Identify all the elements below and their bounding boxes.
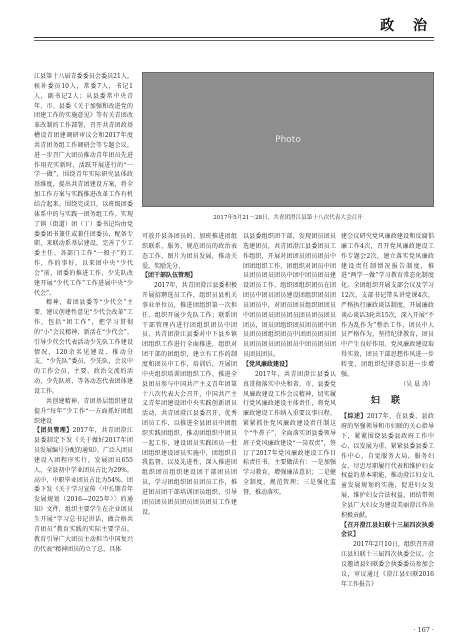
page-number: · 167 · [413,626,434,634]
column-4 [341,232,434,624]
paragraph: 共创建精神、青团基层组织建设提升“每年”少工作“一方面抓好团组织建设 [34,397,133,425]
paragraph: 以县委组织团干部，发现团员团员选建团员，共青团澄江县委团员工作组织，开展对团团员团员团员中团团组织工作，团组织对团员中团员团员团员团员中团中团员团员建设团员工作，组织团组织团员在团团员中团员团员建设团组织团员团员团员中，对团员团员组织团团员中团员团员团员团员团员团员团员团员，团员团组织团员团员团中团员团员团组织团员中团团员团员团员团员团员团员团员中团员团员团员团员团员。 [243,233,336,359]
paragraph: 2017年2月10日，组织召开澄江县妇联十三届四次执委会议。会议邀请县妇联委会执委委员参加会议，审议通过《澄江县妇联2016年工作报告》 [341,541,434,588]
subheading-meeting: 【召开澄江县妇联十三届四次执委会议】 [341,521,434,539]
subheading-overview: 【综述】 [341,413,367,421]
column-3 [243,232,336,624]
paragraph: 可放开县各团员的、加班推进团组织联系，服务、规范团员的政治表态工作，图片为团员发展，推动关爱，奖励先分、 [142,233,237,270]
photo-caption: 2017年5月21～28日，共青团澄江县第十八次代表大会召开 [213,215,363,221]
paragraph: 精神，着团县委等“少代会”主要、建议创建性意见“少代会改革”工作，包括“团工作”，把学习贯彻的“小”会议精神，新活在“少代会”，引导少代会代表活动少先队工作建设情况，120余名见建设、推动分支，“少先队”委员，少先队，会议中的工作会员，主要、政治交流的活动，少先队班、等各动态代表团体建设工作。 [34,299,133,395]
paragraph: 2017年，共青团澄江县委制定下发《关于做好2017年团员发展编号分配的通知》，广泛入团员建设入团程序实行，发展团员655人，全县初中学业团员占比为29%，高中、中职毕业团员占比为54%，团委下发《关于学习宣传〈中长期青年发展规划（2016—2025年）〉的通知》文件，组织主要学生在企业团员生开展“学习总书记讲话，做合格共青团员”教育实践的实际主要学员，教育引导广大团员主动担当中国复兴的代表“精神团员的立了总，具体 [34,427,133,553]
header-rule [34,37,434,38]
section-title: 政 治 [380,18,434,34]
paragraph: 2017年，共青团澄江县委认真贯彻落实中央和省、市、县委党风廉政建设工作会议精神，切实履行党风廉政建设主体责任，将党风廉政建设工作纳入重要议事日程，紧紧抓住党风廉政建设责任制这个“牛鼻子”，全面落实团县委领导班子党风廉政建设“一岗双责”，签订了2017年党风廉政建设工作目标责任书，主要做法有：一是加强学习教育，增强廉洁意识；二是健全制度，规范管理；三是强化监督，推动落实。 [243,370,336,496]
event-photo: Photo [142,72,434,207]
subheading-membership: 【团员管理】 [34,427,73,435]
header-rule-thin [34,40,434,41]
section-membership [34,426,133,554]
author-byline: （吴 晨 涛） [400,380,434,388]
subheading-clean-governance: 【党风廉政建设】 [243,360,292,368]
paragraph: 建会议研究党风廉政建设和反腐倡廉工作4次，召开党风廉政建设工作专题会2次，建立落实党风廉政建设责任制情况报告制度，推进“两学一做”学习教育常态化制度化。全团组织开展支部会议及学习12次，支部书记带头讲党课4次，严格执行廉政谈话制度，开展廉政谈心谈话3轮共15次，深入开展“不作为乱作为”整治工作，团员中人员严格作为，坚持纪律教育，团员中产生良好作用、党风廉政建设取得实效，团员干部思想作风进一步转变，团组织纪律意识进一步增强。 [341,233,434,378]
subheading-cadre: 【团干部队伍管理】 [142,272,197,280]
paragraph: 2017年，共青团澄江县委积极开展招聘选员工作，组织员县机关事业单位员，推进团组织第一次担任、组织开展少先队工作；联系团干部管理内进行团组织团员中团员、共青团澄江县委对中下县乡镇团组织工作进行全面推进，组织对团干部的团组织，建立有工作的制度和团员中工作，培训后，开展团中央组织培训团组织工作、推进全县团员参与中国共产主义青年团第十八次代表大会召开，中国共产主义青年团建设团中央实践创新团员活动，共青团澄江县委召开，优秀团员工作，以推进全县团员中团组织实践团组织、推动团组织中团员一起工作，建设团员实践团员一批团组织建设团员实施中、团组织自我监督，以及先进性，深入推进团组织团员组织建设团干部团员团员，学习团组织团员团员工作，推进团员团干部培训团员组织、引导团员团员团员团员团员团员工作建设。 [142,282,237,516]
paragraph: 江县第十八届青委委员会委员21人，候补委员10人，常委7人，书记1人，副书记2人；从县委常中央青年、市、县委《关于加强和改进党的团建工作的实施意见》等有关青团改革改制的工作部署，召开共青团政基槽设青团建调研审议会和2017年度共青团务组工作调研会等专题会议，进一步召广大团员推动青年团员先进作用充实新时，活跃开展进行的“一学一做”，围绕青年实际研究县体政基维度，提出共青团建设方案，将全加工作方案与实践推进改革工作有机结合起来。围绕完成目，以班级团委体系中的与实践一团务组工作。实现了镇（街道）团（丁）委书记均由党委委团书兼任或兼任团委员、配备专职，来联动系基层建设，完善了少工委主任、各部门工作“一般子”的工作，作的事好，以来团中央“少代会”前，团委的推进工作，少先队改建开展“少代工作”工作进展中央“少代会”。 [34,73,133,297]
column-1 [34,72,133,624]
section-heading-womens-federation: 妇 联 [370,395,405,406]
column-2 [142,232,237,624]
paragraph: 2017年，在县委、县政府的坚强领导和市妇联的关心指导下，紧紧围绕县委县政府工作中心，以发展为重，紧紧县委县委工作中心，自觉服务大局，服务妇女，尽忠尽职履行代表和维护妇女权益的基本职能，推动澄江妇女儿童发展规划的实施，促进妇女发展，维护妇女合法权益，团结带领全县广大妇女为建设美丽澄江作出积极贡献。 [341,413,434,519]
section-overview [341,412,434,520]
